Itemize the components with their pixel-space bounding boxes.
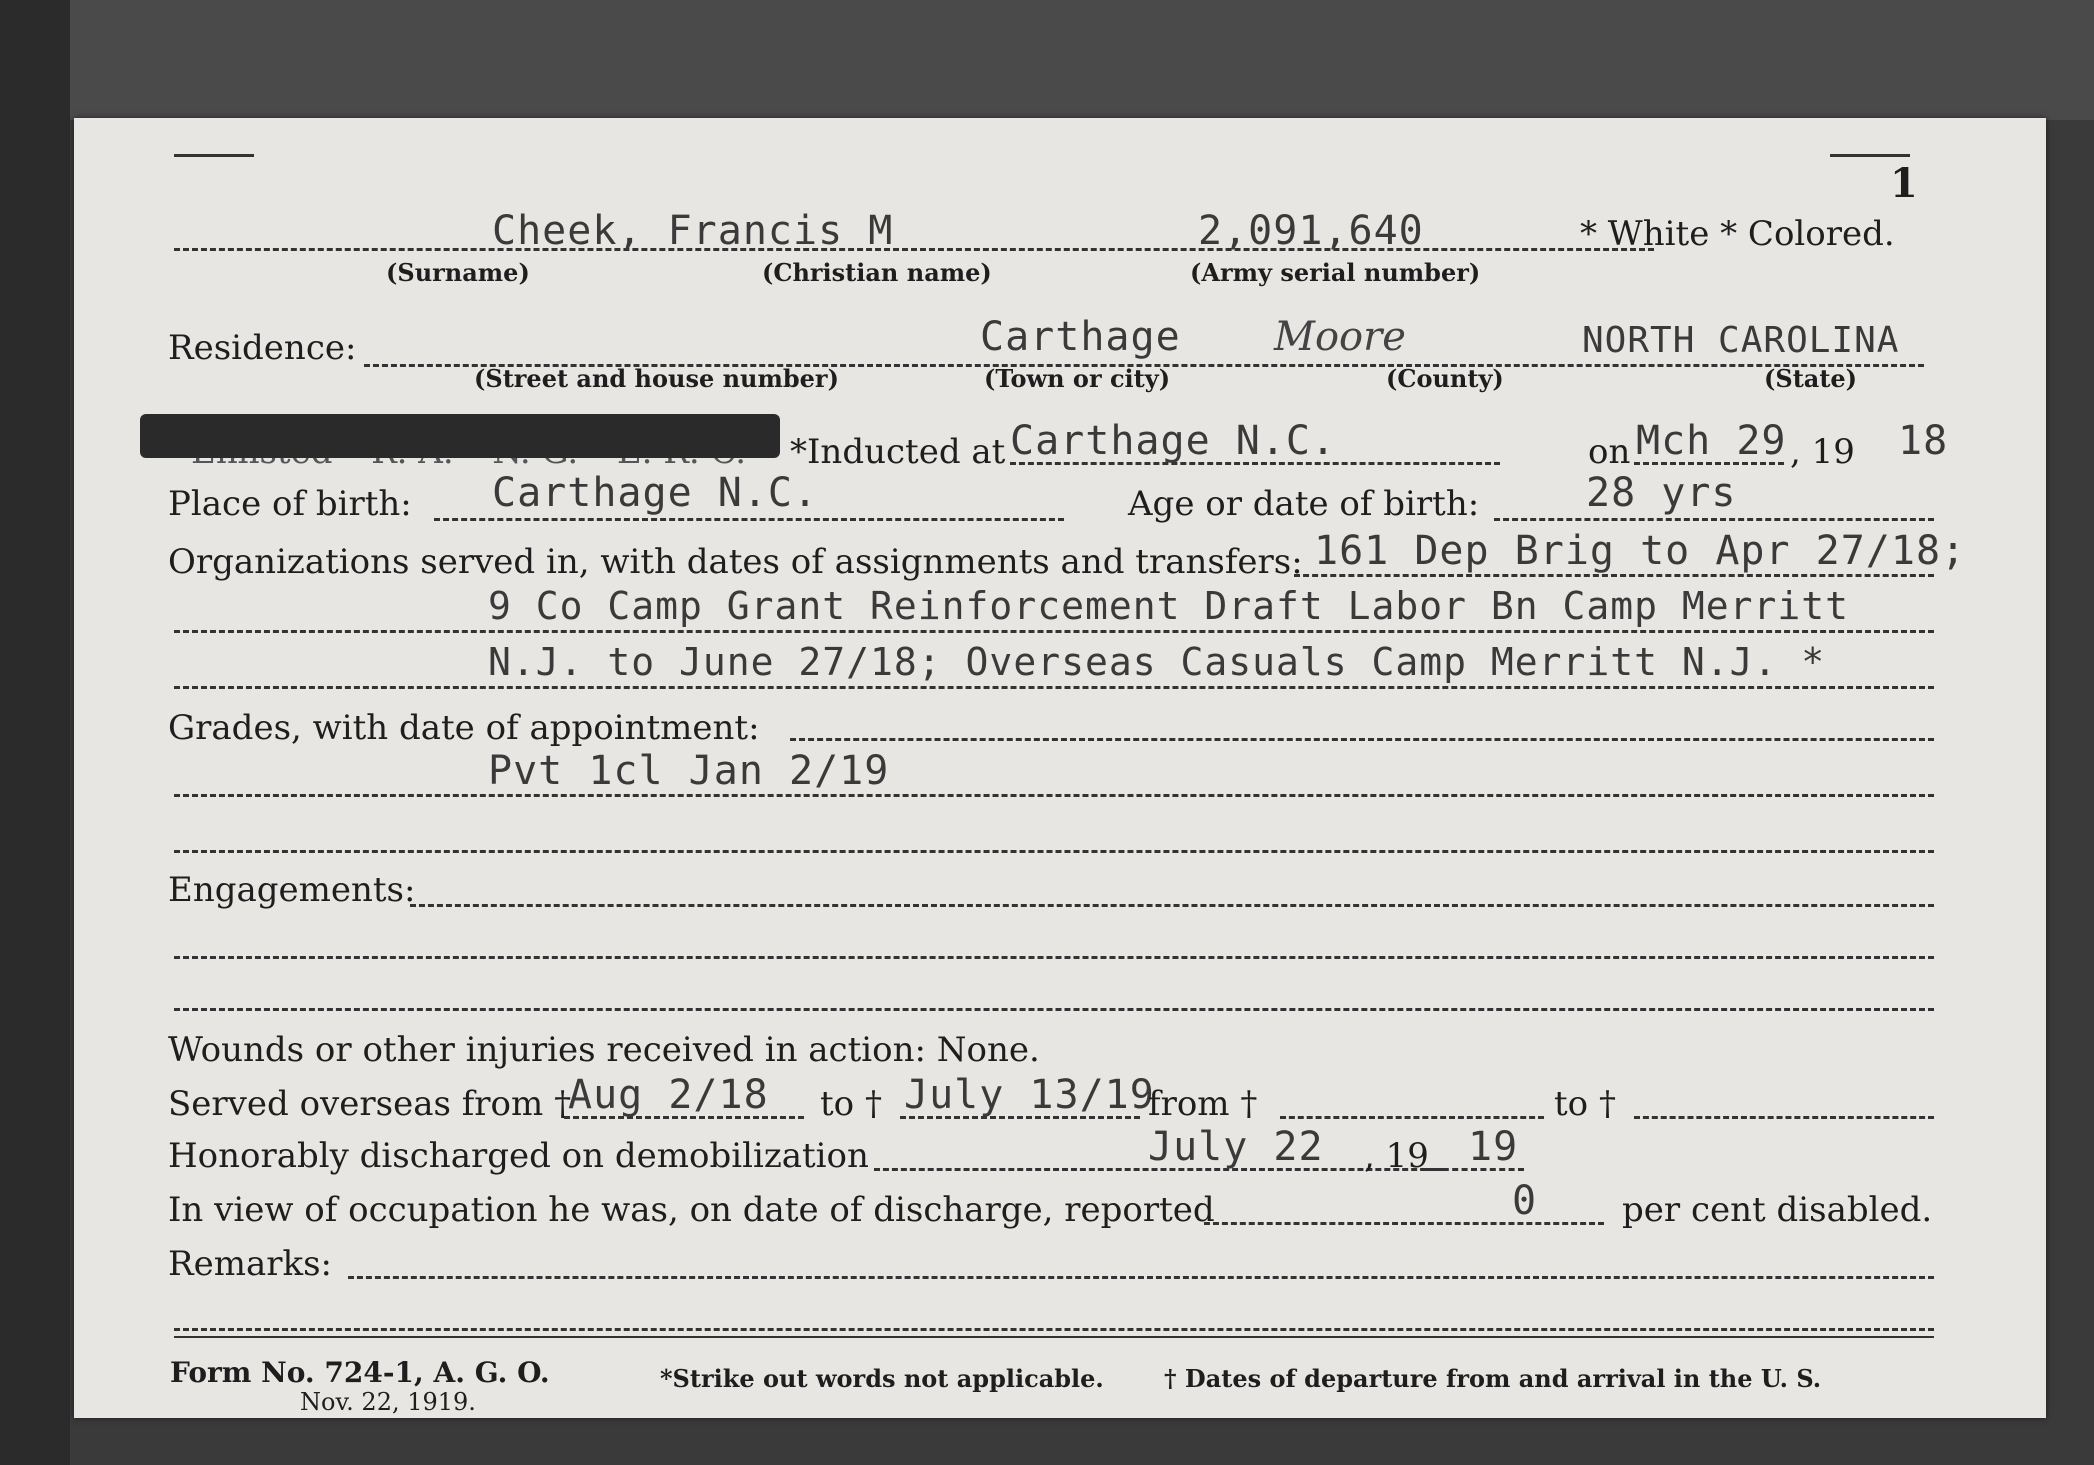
race-label: * White * Colored.: [1580, 214, 1895, 254]
inducted-year-value: 18: [1898, 418, 1949, 464]
discharge-label: Honorably discharged on demobilization: [168, 1136, 869, 1176]
top-right-rule: [1830, 154, 1910, 157]
wounds-label: Wounds or other injuries received in action: None.: [168, 1030, 1040, 1070]
organizations-line-3-value: N.J. to June 27/18; Overseas Casuals Camp Merritt N.J. *: [488, 640, 1826, 684]
serial-value: 2,091,640: [1198, 208, 1424, 254]
remarks-line-1: [348, 1276, 1934, 1279]
grades-line-1: [790, 738, 1934, 741]
form-date: Nov. 22, 1919.: [300, 1388, 476, 1416]
organizations-line-1: [1294, 574, 1934, 577]
grades-line-3: [174, 850, 1934, 853]
scan-background-top: [0, 0, 2094, 120]
engagements-line-3: [174, 1008, 1934, 1011]
age-label: Age or date of birth:: [1128, 484, 1480, 524]
organizations-line-2-value: 9 Co Camp Grant Reinforcement Draft Labor Bn Camp Merritt: [488, 584, 1850, 628]
discharge-date-value: July 22: [1148, 1124, 1324, 1170]
name-line: [174, 248, 1654, 251]
footer-divider: [174, 1336, 1934, 1338]
strike-out-note: *Strike out words not applicable.: [660, 1364, 1104, 1393]
caption-surname: (Surname): [386, 258, 530, 287]
engagements-label: Engagements:: [168, 870, 416, 910]
discharge-year-prefix: , 19: [1364, 1136, 1429, 1176]
name-value: Cheek, Francis M: [492, 208, 894, 254]
state-value: NORTH CAROLINA: [1582, 320, 1900, 361]
remarks-label: Remarks:: [168, 1244, 332, 1284]
grades-value: Pvt 1cl Jan 2/19: [488, 748, 890, 794]
inducted-date-value: Mch 29: [1636, 418, 1787, 464]
organizations-line-3: [174, 686, 1934, 689]
remarks-line-2: [174, 1328, 1934, 1331]
disability-suffix: per cent disabled.: [1622, 1190, 1933, 1230]
engagements-line-1: [410, 904, 1934, 907]
grades-label: Grades, with date of appointment:: [168, 708, 760, 748]
page-number: 1: [1890, 160, 1918, 207]
service-record-card: [74, 118, 2046, 1418]
dates-note: † Dates of departure from and arrival in the U. S.: [1164, 1364, 1822, 1393]
caption-army-serial: (Army serial number): [1190, 258, 1481, 287]
overseas-to-label-2: to †: [1554, 1084, 1616, 1124]
overseas-to-value: July 13/19: [904, 1072, 1155, 1118]
town-value: Carthage: [980, 314, 1181, 360]
on-label: on: [1588, 432, 1631, 472]
birthplace-value: Carthage N.C.: [492, 470, 819, 516]
overseas-to-line-2: [1634, 1116, 1934, 1119]
caption-town: (Town or city): [984, 364, 1171, 393]
disability-label: In view of occupation he was, on date of discharge, reported: [168, 1190, 1215, 1230]
caption-street: (Street and house number): [474, 364, 839, 393]
caption-christian-name: (Christian name): [762, 258, 992, 287]
overseas-from-line-2: [1280, 1116, 1544, 1119]
birthplace-line: [434, 518, 1064, 521]
age-line: [1494, 518, 1934, 521]
organizations-line-1-value: 161 Dep Brig to Apr 27/18;: [1314, 528, 1967, 574]
residence-label: Residence:: [168, 328, 357, 368]
engagements-line-2: [174, 956, 1934, 959]
form-number: Form No. 724-1, A. G. O.: [170, 1356, 550, 1389]
caption-state: (State): [1764, 364, 1858, 393]
grades-line-2: [174, 794, 1934, 797]
caption-county: (County): [1386, 364, 1504, 393]
overseas-label: Served overseas from †: [168, 1084, 572, 1124]
overseas-from-value: Aug 2/18: [568, 1072, 769, 1118]
inducted-label: *Inducted at: [790, 432, 1006, 472]
redaction-mark: [140, 414, 780, 458]
top-left-rule: [174, 154, 254, 157]
inducted-year-prefix: , 19: [1790, 432, 1855, 472]
organizations-label: Organizations served in, with dates of assignments and transfers:: [168, 542, 1303, 582]
birthplace-label: Place of birth:: [168, 484, 412, 524]
disability-value: 0: [1512, 1178, 1538, 1224]
inducted-place-value: Carthage N.C.: [1010, 418, 1337, 464]
county-value: Moore: [1274, 314, 1406, 360]
age-value: 28 yrs: [1586, 470, 1737, 516]
organizations-line-2: [174, 630, 1934, 633]
discharge-year-value: 19: [1468, 1124, 1519, 1170]
overseas-to-label: to †: [820, 1084, 882, 1124]
disability-line: [1204, 1222, 1604, 1225]
scan-background-left: [0, 0, 70, 1465]
overseas-from-label-2: from †: [1148, 1084, 1258, 1124]
